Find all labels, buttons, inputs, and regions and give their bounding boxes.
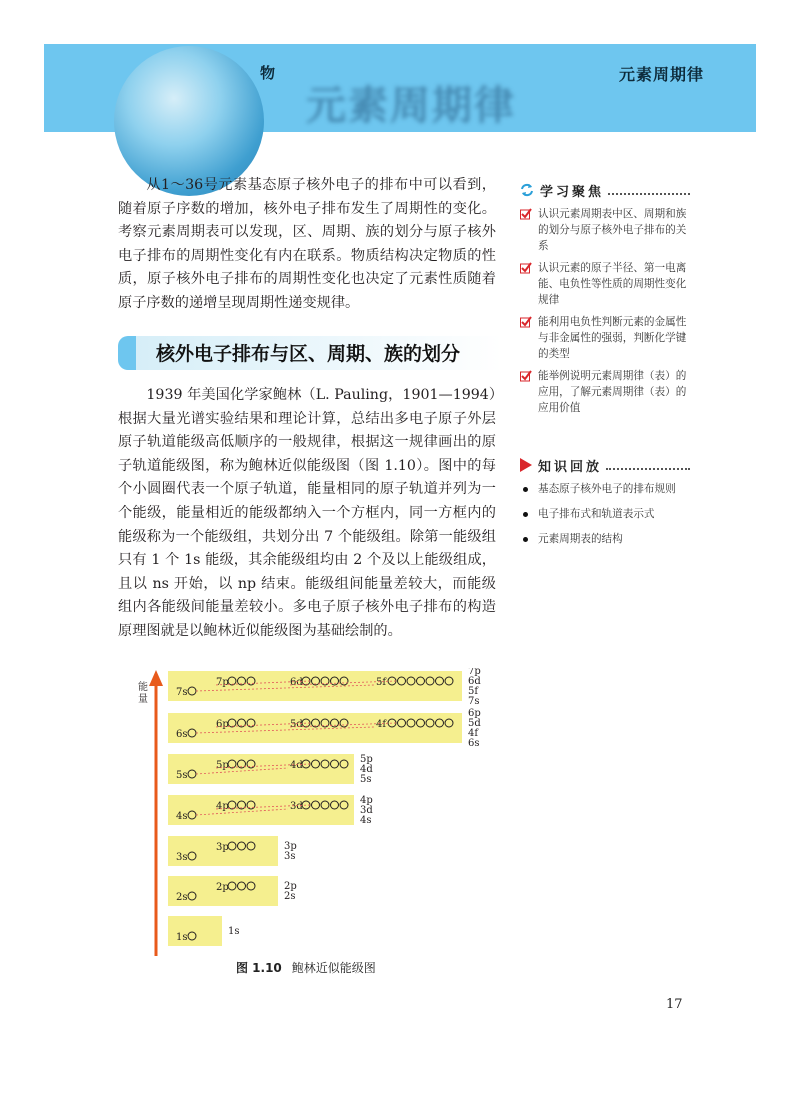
knowledge-recall-box bbox=[520, 455, 690, 556]
group-sublevel-label: 3p bbox=[284, 841, 297, 852]
section-heading-bar bbox=[118, 336, 136, 370]
energy-group-box bbox=[168, 754, 354, 784]
header-dotted-rule bbox=[606, 460, 690, 470]
intro-paragraph: 从1～36号元素基态原子核外电子的排布中可以看到，随着原子序数的增加，核外电子排布发生了周期性的变化。考察元素周期表可以发现，区、周期、族的划分与原子核外电子排布的周期性变化有内在联系。物质结构决定物质的性质，原子核外电子排布的周期性变化也决定了元素性质随着原子序数的递增呈现周期性递变规律。 bbox=[118, 177, 496, 311]
energy-axis-label: 量 bbox=[138, 694, 148, 705]
recall-item-text: 基态原子核外电子的排布规则 bbox=[538, 483, 676, 495]
body-paragraph-block bbox=[118, 384, 496, 644]
sublevel-label: 7p bbox=[216, 677, 229, 688]
group-sublevel-label: 5f bbox=[468, 686, 479, 697]
section-title: 核外电子排布与区、周期、族的划分 bbox=[156, 343, 461, 365]
sublevel-label: 5f bbox=[376, 677, 387, 688]
group-sublevel-label: 4p bbox=[360, 795, 373, 806]
focus-item-text: 能利用电负性判断元素的金属性与非金属性的强弱，判断化学键的类型 bbox=[538, 316, 687, 360]
group-sublevel-label: 7p bbox=[468, 668, 481, 677]
energy-group-box bbox=[168, 713, 462, 743]
header-left-label: 物 bbox=[260, 64, 276, 82]
pauling-energy-level-diagram bbox=[130, 668, 500, 958]
group-sublevel-label: 4d bbox=[360, 764, 373, 775]
sublevel-label: 5p bbox=[216, 760, 229, 771]
group-sublevel-label: 4s bbox=[360, 815, 372, 826]
sublevel-label: 4d bbox=[290, 760, 303, 771]
sublevel-label: 7s bbox=[176, 687, 188, 698]
sublevel-label: 5d bbox=[290, 719, 303, 730]
sublevel-label: 2s bbox=[176, 892, 188, 903]
header-watermark: 元素周期律 bbox=[306, 83, 516, 129]
page-header bbox=[44, 44, 756, 132]
energy-axis-label: 能 bbox=[138, 682, 148, 693]
energy-group-box bbox=[168, 671, 462, 701]
learning-focus-header bbox=[520, 180, 690, 200]
recall-item bbox=[520, 481, 690, 497]
section-heading bbox=[118, 334, 500, 372]
recall-item bbox=[520, 506, 690, 522]
checkbox-check-icon bbox=[520, 262, 532, 274]
sublevel-label: 1s bbox=[176, 932, 188, 943]
recall-item-text: 元素周期表的结构 bbox=[538, 533, 623, 545]
recall-list bbox=[520, 481, 690, 547]
sublevel-label: 4f bbox=[376, 719, 387, 730]
focus-item bbox=[520, 314, 690, 362]
group-sublevel-label: 5s bbox=[360, 774, 372, 785]
refresh-icon bbox=[520, 183, 534, 197]
figure-number: 图 1.10 bbox=[236, 961, 282, 975]
energy-group-box bbox=[168, 795, 354, 825]
focus-item-text: 能举例说明元素周期律（表）的应用，了解元素周期律（表）的应用价值 bbox=[538, 370, 687, 414]
figure-caption bbox=[236, 959, 376, 976]
group-sublevel-label: 5d bbox=[468, 718, 481, 729]
knowledge-recall-header bbox=[520, 455, 690, 475]
focus-item bbox=[520, 260, 690, 308]
checkbox-check-icon bbox=[520, 370, 532, 382]
learning-focus-box bbox=[520, 180, 690, 422]
sublevel-label: 4s bbox=[176, 811, 188, 822]
sublevel-label: 4p bbox=[216, 801, 229, 812]
focus-list bbox=[520, 206, 690, 416]
group-sublevel-label: 6d bbox=[468, 676, 481, 687]
group-sublevel-label: 2s bbox=[284, 891, 296, 902]
recall-item-text: 电子排布式和轨道表示式 bbox=[538, 508, 655, 520]
sublevel-label: 6d bbox=[290, 677, 303, 688]
bullet-icon bbox=[523, 487, 528, 492]
group-sublevel-label: 6s bbox=[468, 738, 480, 749]
sublevel-label: 5s bbox=[176, 770, 188, 781]
bullet-icon bbox=[523, 512, 528, 517]
group-sublevel-label: 2p bbox=[284, 881, 297, 892]
sublevel-label: 3p bbox=[216, 842, 229, 853]
intro-paragraph-block bbox=[118, 174, 496, 316]
chapter-title: 元素周期律 bbox=[618, 65, 704, 84]
group-sublevel-label: 1s bbox=[228, 926, 240, 937]
figure-caption-text: 鲍林近似能级图 bbox=[291, 961, 376, 975]
sublevel-label: 2p bbox=[216, 882, 229, 893]
focus-item-text: 认识元素周期表中区、周期和族的划分与原子核外电子排布的关系 bbox=[538, 208, 687, 252]
energy-axis-arrowhead bbox=[149, 670, 163, 686]
focus-item bbox=[520, 368, 690, 416]
play-triangle-icon bbox=[520, 458, 532, 472]
knowledge-recall-title: 知识回放 bbox=[538, 459, 603, 475]
group-sublevel-label: 4f bbox=[468, 728, 479, 739]
sublevel-label: 3s bbox=[176, 852, 188, 863]
bullet-icon bbox=[523, 537, 528, 542]
focus-item bbox=[520, 206, 690, 254]
learning-focus-title: 学习聚焦 bbox=[540, 184, 605, 200]
sublevel-label: 3d bbox=[290, 801, 303, 812]
header-dotted-rule bbox=[608, 185, 690, 195]
recall-item bbox=[520, 531, 690, 547]
sublevel-label: 6s bbox=[176, 729, 188, 740]
body-paragraph: 1939 年美国化学家鲍林（L. Pauling，1901—1994）根据大量光谱实验结果和理论计算，总结出多电子原子外层原子轨道能级高低顺序的一般规律，根据这一规律画出的原子轨道能级图，称为鲍林近似能级图（图 1.10）。图中的每个小圆圈代表一个原子轨道，能量相同的原子轨道并列为一个能级，能量相近的能级都纳入一个方框内，同一方框内的能级称为一个能级组，共划分出 7 个能级组。除第一能级组只有 1 个 1s 能级，其余能级组均由 2 个及以上能级组成，且以 ns 开始，以 np 结束。能级组间能量差较大，而能级组内各能级间能量差较小。多电子原子核外电子排布的构造原理图就是以鲍林近似能级图为基础绘制的。 bbox=[118, 387, 496, 639]
focus-item-text: 认识元素的原子半径、第一电离能、电负性等性质的周期性变化规律 bbox=[538, 262, 687, 306]
group-sublevel-label: 5p bbox=[360, 754, 373, 765]
checkbox-check-icon bbox=[520, 316, 532, 328]
group-sublevel-label: 6p bbox=[468, 708, 481, 719]
page-number: 17 bbox=[666, 997, 683, 1012]
group-sublevel-label: 3d bbox=[360, 805, 373, 816]
checkbox-check-icon bbox=[520, 208, 532, 220]
group-sublevel-label: 7s bbox=[468, 696, 480, 707]
group-sublevel-label: 3s bbox=[284, 851, 296, 862]
sublevel-label: 6p bbox=[216, 719, 229, 730]
